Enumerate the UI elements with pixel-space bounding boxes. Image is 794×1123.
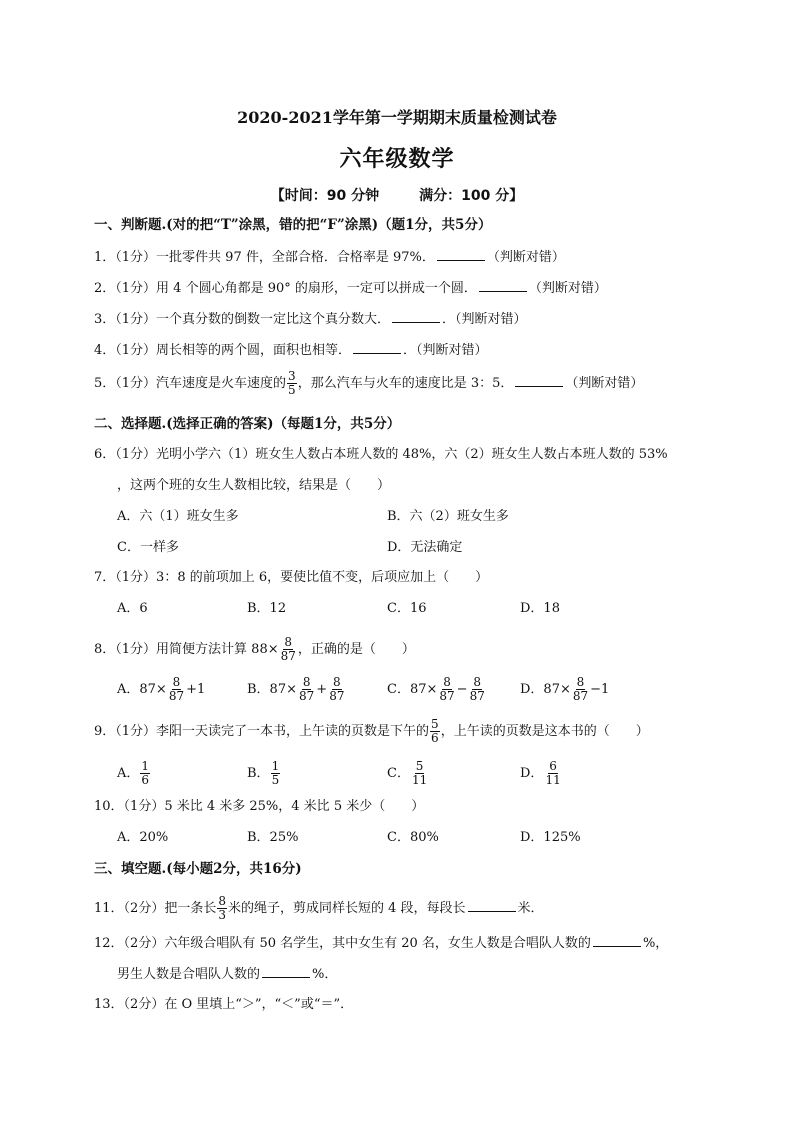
option-a[interactable]: A．六（1）班女生多 bbox=[117, 509, 239, 524]
question-5-post: ，那么汽车与火车的速度比是 3：5． bbox=[297, 376, 514, 391]
full-score: 满分：100 分】 bbox=[419, 188, 524, 204]
numerator: 8 bbox=[218, 894, 226, 908]
option-d[interactable]: D．18 bbox=[520, 601, 560, 616]
denominator: 87 bbox=[469, 689, 485, 703]
question-11-pre: 11．（2分）把一条长 bbox=[94, 901, 217, 916]
option-d[interactable] bbox=[520, 676, 609, 703]
question-5-tail: （判断对错） bbox=[565, 376, 644, 391]
question-6-line1: 6．（1分）光明小学六（1）班女生人数占本班人数的 48%，六（2）班女生人数占本班人数的 53% bbox=[94, 447, 668, 462]
option-label: A．87× bbox=[117, 682, 167, 697]
denominator: 87 bbox=[572, 689, 589, 703]
question-3-tail: ．（判断对错） bbox=[442, 312, 527, 327]
numerator: 5 bbox=[431, 717, 439, 731]
question-9-pre: 9．（1分）李阳一天读完了一本书，上午读的页数是下午的 bbox=[94, 724, 430, 739]
denominator: 87 bbox=[299, 689, 315, 703]
option-suffix: −1 bbox=[590, 682, 610, 697]
question-1-text: 1．（1分）一批零件共 97 件，全部合格．合格率是 97%． bbox=[94, 250, 435, 265]
numerator: 8 bbox=[576, 675, 585, 689]
numerator: 8 bbox=[172, 675, 181, 689]
question-2 bbox=[94, 277, 607, 299]
question-11 bbox=[94, 895, 544, 922]
fraction bbox=[287, 370, 297, 397]
option-label: C． bbox=[387, 766, 410, 781]
option-label: D．87× bbox=[520, 682, 571, 697]
option-d[interactable]: D．125% bbox=[520, 830, 581, 845]
fraction bbox=[438, 676, 455, 703]
fraction bbox=[168, 676, 185, 703]
numerator: 1 bbox=[141, 759, 150, 773]
answer-blank[interactable] bbox=[593, 932, 641, 947]
question-8-pre: 8．（1分）用简便方法计算 88× bbox=[94, 642, 279, 657]
option-c[interactable] bbox=[387, 760, 429, 787]
question-6-line2: ，这两个班的女生人数相比较，结果是（ ） bbox=[117, 478, 391, 493]
section-judgement-heading: 一、判断题.(对的把“T”涂黑，错的把“F”涂黑)（题1分，共5分） bbox=[94, 217, 492, 233]
option-b[interactable]: B．25% bbox=[247, 830, 299, 845]
numerator: 8 bbox=[473, 675, 482, 689]
denominator: 11 bbox=[411, 773, 428, 787]
fraction bbox=[411, 760, 428, 787]
exam-title: 2020-2021学年第一学期期末质量检测试卷 bbox=[237, 108, 557, 127]
question-2-tail: （判断对错） bbox=[528, 281, 607, 296]
question-2-text: 2．（1分）用 4 个圆心角都是 90° 的扇形，一定可以拼成一个圆． bbox=[94, 281, 477, 296]
question-13: 13．（2分）在 O 里填上“＞”，“＜”或“＝”． bbox=[94, 997, 354, 1012]
numerator: 3 bbox=[288, 369, 296, 383]
question-7: 7．（1分）3：8 的前项加上 6，要使比值不变，后项应加上（ ） bbox=[94, 570, 489, 585]
option-c[interactable]: C．一样多 bbox=[117, 540, 179, 555]
option-a[interactable] bbox=[117, 676, 205, 703]
fraction bbox=[430, 718, 440, 745]
question-8 bbox=[94, 636, 415, 663]
answer-blank[interactable] bbox=[515, 372, 563, 387]
denominator: 11 bbox=[545, 773, 561, 787]
option-d[interactable] bbox=[520, 760, 563, 787]
question-12-line1 bbox=[94, 932, 668, 954]
numerator: 1 bbox=[271, 759, 280, 773]
denominator: 87 bbox=[168, 689, 185, 703]
question-1 bbox=[94, 246, 565, 268]
question-12-tail: %， bbox=[642, 936, 669, 951]
denominator: 87 bbox=[280, 649, 296, 663]
option-label: C．87× bbox=[387, 682, 438, 697]
option-b[interactable]: B．六（2）班女生多 bbox=[387, 509, 509, 524]
fraction bbox=[469, 676, 486, 703]
numerator: 8 bbox=[284, 635, 293, 649]
question-9-post: ，上午读的页数是这本书的（ ） bbox=[440, 724, 649, 739]
question-4-text: 4．（1分）周长相等的两个圆，面积也相等． bbox=[94, 343, 352, 358]
answer-blank[interactable] bbox=[392, 308, 440, 323]
numerator: 8 bbox=[302, 675, 311, 689]
denominator: 6 bbox=[141, 773, 150, 787]
operator: − bbox=[456, 682, 468, 697]
option-suffix: +1 bbox=[186, 682, 206, 697]
question-5 bbox=[94, 370, 643, 397]
option-c[interactable]: C．16 bbox=[387, 601, 427, 616]
fraction bbox=[544, 760, 561, 787]
answer-blank[interactable] bbox=[479, 277, 527, 292]
question-12-tail: %． bbox=[312, 967, 338, 982]
fraction bbox=[298, 676, 315, 703]
fraction bbox=[217, 895, 227, 922]
denominator: 6 bbox=[431, 731, 439, 745]
question-11-post: 米的绳子，剪成同样长短的 4 段，每段长 bbox=[227, 901, 466, 916]
option-a[interactable]: A．6 bbox=[117, 601, 148, 616]
option-d[interactable]: D．无法确定 bbox=[387, 540, 463, 555]
question-12-text: 男生人数是合唱队人数的 bbox=[117, 967, 261, 982]
question-3-text: 3．（1分）一个真分数的倒数一定比这个真分数大． bbox=[94, 312, 391, 327]
numerator: 5 bbox=[415, 759, 424, 773]
question-5-pre: 5．（1分）汽车速度是火车速度的 bbox=[94, 376, 287, 391]
denominator: 5 bbox=[271, 773, 280, 787]
option-a[interactable] bbox=[117, 760, 151, 787]
answer-blank[interactable] bbox=[353, 339, 401, 354]
option-c[interactable] bbox=[387, 676, 487, 703]
option-label: A． bbox=[117, 766, 140, 781]
question-1-tail: （判断对错） bbox=[486, 250, 565, 265]
fraction bbox=[328, 676, 345, 703]
option-b[interactable] bbox=[247, 676, 346, 703]
answer-blank[interactable] bbox=[468, 897, 516, 912]
option-label: D． bbox=[520, 766, 544, 781]
question-9 bbox=[94, 718, 649, 745]
question-11-tail: 米． bbox=[517, 901, 544, 916]
answer-blank[interactable] bbox=[262, 963, 310, 978]
section-fill-heading: 三、填空题.(每小题2分，共16分) bbox=[94, 861, 302, 877]
numerator: 8 bbox=[443, 675, 451, 689]
operator: + bbox=[316, 682, 328, 697]
denominator: 87 bbox=[329, 689, 345, 703]
question-4-tail: ．（判断对错） bbox=[403, 343, 488, 358]
question-12-text: 12．（2分）六年级合唱队有 50 名学生，其中女生有 20 名，女生人数是合唱队人数的 bbox=[94, 936, 591, 951]
denominator: 3 bbox=[218, 908, 226, 922]
question-8-post: ，正确的是（ ） bbox=[297, 642, 415, 657]
option-b[interactable]: B．12 bbox=[247, 601, 287, 616]
denominator: 87 bbox=[439, 689, 455, 703]
fraction bbox=[572, 676, 589, 703]
question-12-line2 bbox=[117, 963, 337, 985]
numerator: 6 bbox=[549, 759, 557, 773]
section-choice-heading: 二、选择题.(选择正确的答案)（每题1分，共5分） bbox=[94, 416, 401, 432]
time-limit: 【时间：90 分钟 bbox=[270, 188, 380, 204]
fraction bbox=[280, 636, 297, 663]
exam-info bbox=[0, 185, 794, 205]
denominator: 5 bbox=[288, 383, 296, 397]
option-b[interactable] bbox=[247, 760, 281, 787]
numerator: 8 bbox=[333, 675, 341, 689]
question-10: 10．（1分）5 米比 4 米多 25%，4 米比 5 米少（ ） bbox=[94, 799, 425, 814]
option-a[interactable]: A．20% bbox=[117, 830, 169, 845]
answer-blank[interactable] bbox=[437, 246, 485, 261]
subject-title: 六年级数学 bbox=[339, 147, 455, 172]
option-c[interactable]: C．80% bbox=[387, 830, 439, 845]
option-label: B．87× bbox=[247, 682, 297, 697]
fraction bbox=[140, 760, 150, 787]
question-3 bbox=[94, 308, 527, 330]
fraction bbox=[271, 760, 281, 787]
option-label: B． bbox=[247, 766, 270, 781]
question-4 bbox=[94, 339, 488, 361]
